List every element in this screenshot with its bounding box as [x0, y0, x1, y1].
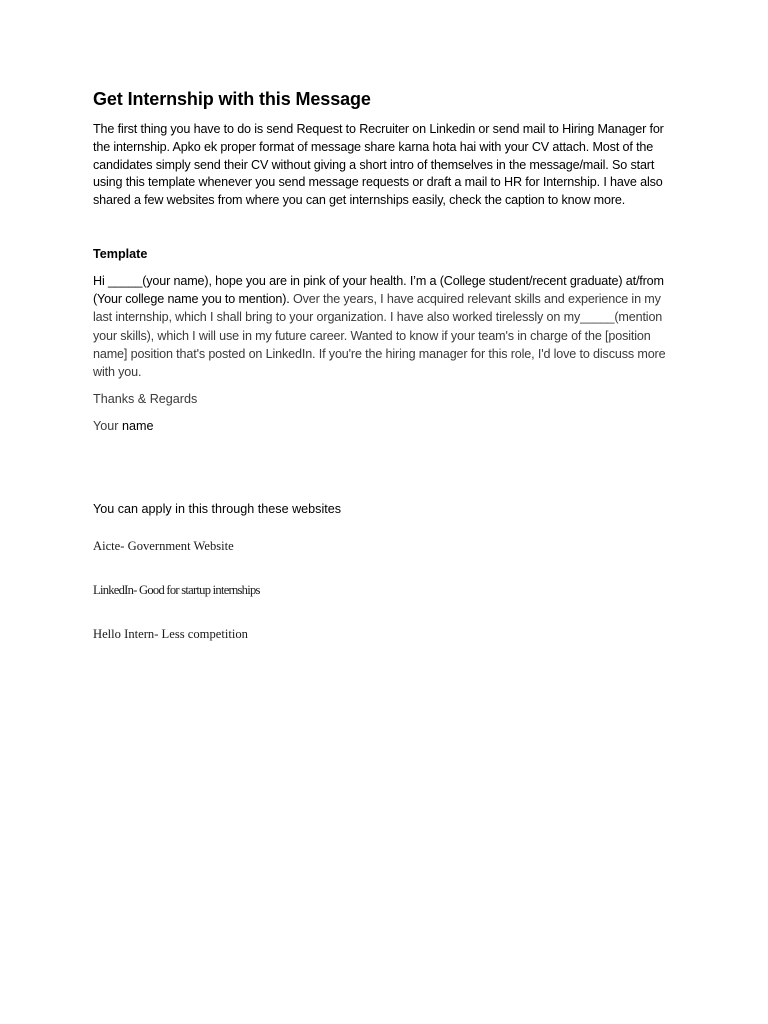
website-item-linkedin: LinkedIn- Good for startup internships [93, 583, 260, 598]
thanks-regards: Thanks & Regards [93, 392, 198, 407]
template-paragraph [93, 272, 678, 381]
document-content [93, 88, 678, 643]
signature-name: name [118, 419, 154, 434]
apply-websites-intro: You can apply in this through these websites [93, 502, 342, 517]
website-item-aicte: Aicte- Government Website [93, 539, 234, 554]
signature-your: Your [93, 419, 119, 434]
template-text-part-1: Hi _____(your name), hope you are in pink of your health. I’m a (College student/recent graduate) at/from (Your college name you to mention). [93, 273, 664, 307]
template-text-part-2: Over the years, I have acquired relevant skills and experience in my last internship, which I shall bring to your organization. I have also worked tirelessly on my_____(mention your skills), which I will use in my future career. Wanted to know if your team's in charge of the [position name] position that's posted on LinkedIn. If you're the hiring manager for this role, I'd love to discuss more with you. [93, 292, 666, 379]
document-title: Get Internship with this Message [93, 89, 371, 109]
website-item-hello-intern: Hello Intern- Less competition [93, 627, 248, 642]
signature-line [93, 417, 678, 435]
intro-paragraph: The first thing you have to do is send Request to Recruiter on Linkedin or send mail to Hiring Manager for the internship. Apko ek proper format of message share karna hota hai with your CV attach. Most of the candidates simply send their CV without giving a short intro of themselves in the message/mail. So start using this template whenever you send message requests or draft a mail to HR for Internship. I have also shared a few websites from where you can get internships easily, check the caption to know more. [93, 122, 664, 208]
template-heading: Template [93, 246, 148, 261]
